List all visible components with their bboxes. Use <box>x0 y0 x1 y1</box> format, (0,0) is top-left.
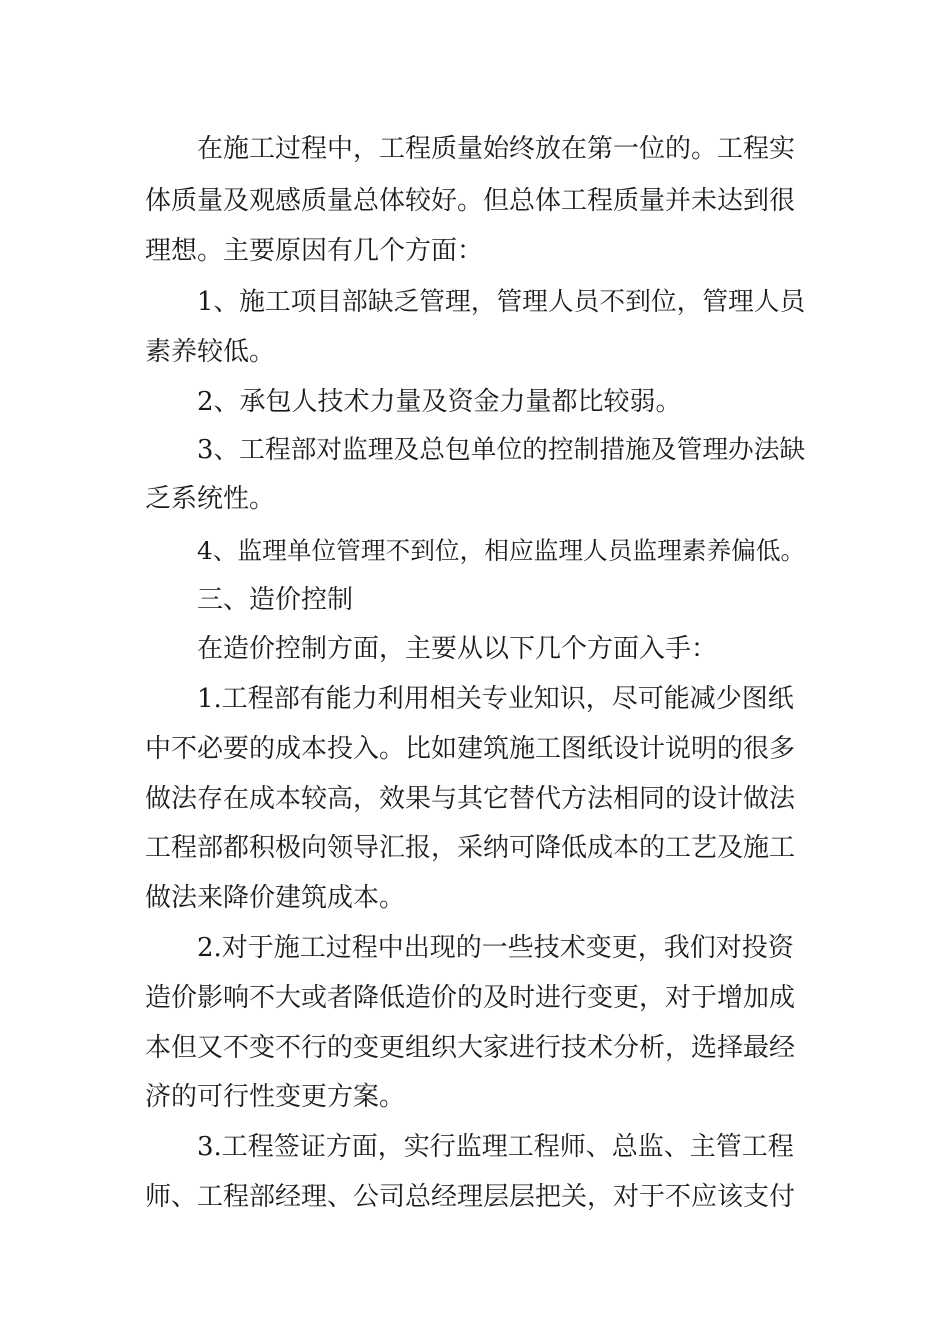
text-line: 2、承包人技术力量及资金力量都比较弱。 <box>197 387 682 417</box>
text-line: 4、监理单位管理不到位，相应监理人员监理素养偏低。 <box>197 536 806 565</box>
text-line: 师、工程部经理、公司总经理层层把关，对于不应该支付 <box>145 1182 796 1212</box>
text-line: 济的可行性变更方案。 <box>145 1082 406 1112</box>
text-line: 乏系统性。 <box>145 484 276 514</box>
text-line: 2.对于施工过程中出现的一些技术变更，我们对投资 <box>197 933 794 963</box>
text-line: 体质量及观感质量总体较好。但总体工程质量并未达到很 <box>145 186 796 216</box>
text-line: 做法存在成本较高，效果与其它替代方法相同的设计做法 <box>145 784 796 814</box>
text-line: 中不必要的成本投入。比如建筑施工图纸设计说明的很多 <box>145 734 796 764</box>
text-line: 3、工程部对监理及总包单位的控制措施及管理办法缺 <box>197 435 806 465</box>
text-line: 1.工程部有能力利用相关专业知识，尽可能减少图纸 <box>197 684 794 714</box>
text-line: 做法来降价建筑成本。 <box>145 883 406 913</box>
text-line: 在造价控制方面，主要从以下几个方面入手： <box>197 634 718 664</box>
text-line: 1、施工项目部缺乏管理，管理人员不到位，管理人员 <box>197 287 806 317</box>
text-line: 在施工过程中，工程质量始终放在第一位的。工程实 <box>197 134 796 164</box>
text-line: 工程部都积极向领导汇报，采纳可降低成本的工艺及施工 <box>145 833 796 863</box>
text-line: 素养较低。 <box>145 337 276 367</box>
text-line: 理想。主要原因有几个方面： <box>145 236 484 266</box>
text-line: 3.工程签证方面，实行监理工程师、总监、主管工程 <box>197 1132 794 1162</box>
section-heading: 三、造价控制 <box>197 585 354 615</box>
text-line: 本但又不变不行的变更组织大家进行技术分析，选择最经 <box>145 1033 796 1063</box>
text-line: 造价影响不大或者降低造价的及时进行变更，对于增加成 <box>145 983 796 1013</box>
